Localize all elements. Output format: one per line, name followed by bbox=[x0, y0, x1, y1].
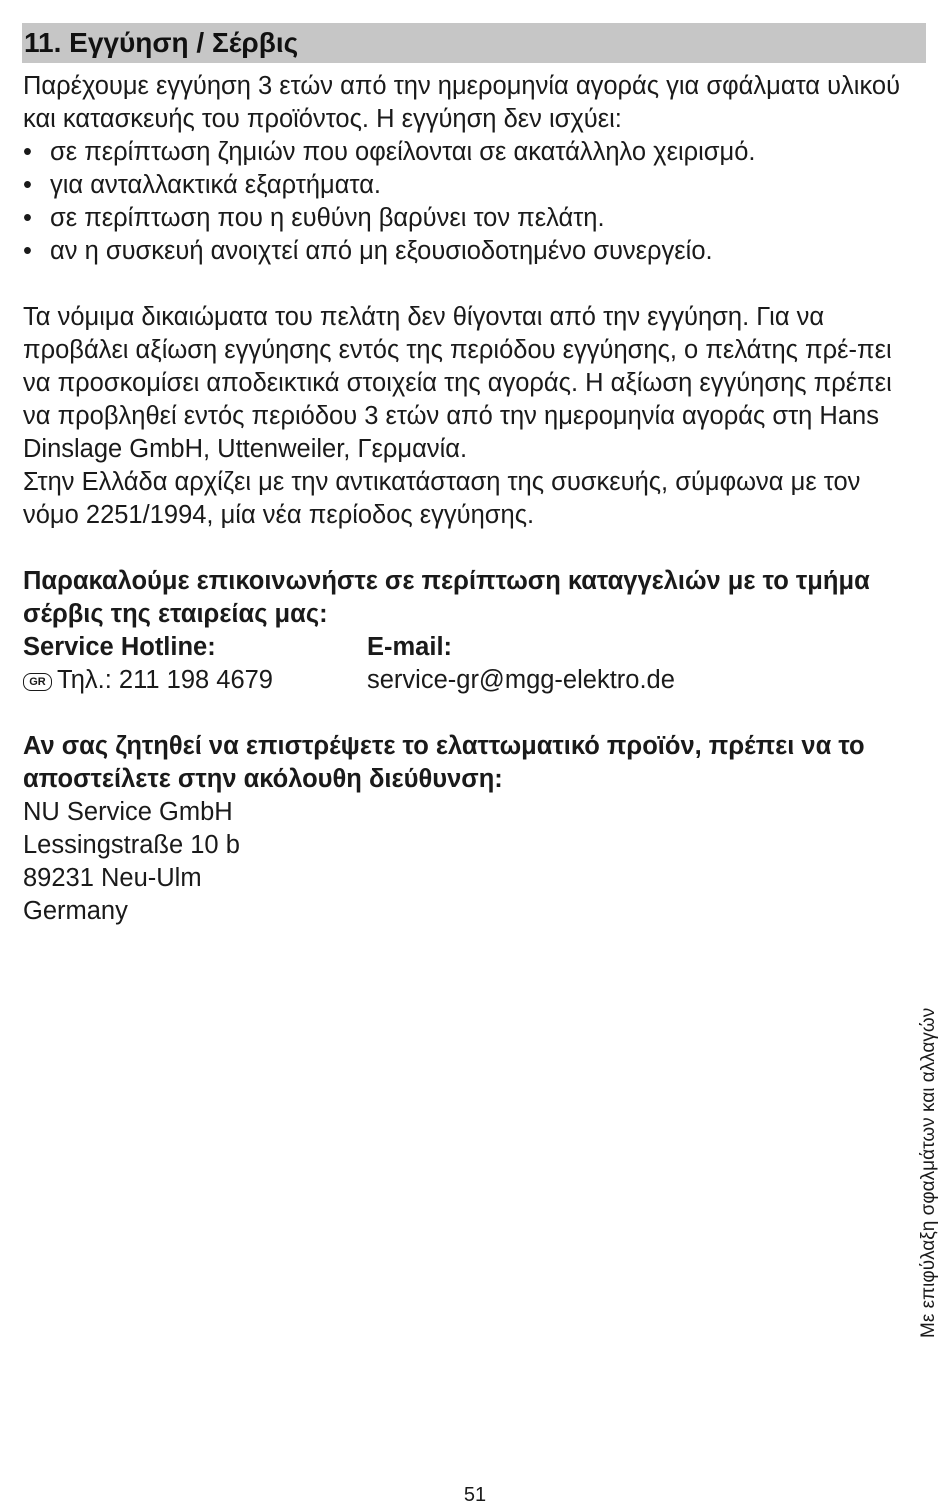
exclusion-item: • σε περίπτωση ζημιών που οφείλονται σε ακατάλληλο χειρισμό. bbox=[23, 136, 923, 169]
spacer bbox=[23, 532, 923, 565]
email-label: E-mail: bbox=[367, 633, 453, 661]
phone-entry bbox=[23, 664, 367, 697]
page-content bbox=[23, 70, 923, 928]
disclaimer-side-note: Με επιφύλαξη σφαλμάτων και αλλαγών bbox=[918, 1007, 939, 1338]
exclusion-item: • για ανταλλακτικά εξαρτήματα. bbox=[23, 169, 923, 202]
warranty-exclusions-list bbox=[23, 136, 923, 268]
section-title: 11. Εγγύηση / Σέρβις bbox=[24, 27, 299, 58]
exclusion-item: • σε περίπτωση που η ευθύνη βαρύνει τον πελάτη. bbox=[23, 202, 923, 235]
rights-paragraph: Τα νόμιμα δικαιώματα του πελάτη δεν θίγονται από την εγγύηση. Για να προβάλει αξίωση εγγύησης εντός της περιόδου εγγύησης, ο πελάτης πρέ-πει να προσκομίσει αποδεικτικά στοιχεία της αγοράς. Η αξίωση εγγύησης πρέπει να προβληθεί εντός περιόδου 3 ετών από την ημερομηνία αγοράς στη Hans Dinslage GmbH, Uttenweiler, Γερμανία. bbox=[23, 303, 892, 463]
address-line: NU Service GmbH bbox=[23, 798, 233, 826]
contact-heading: Παρακαλούμε επικοινωνήστε σε περίπτωση καταγγελιών με το τμήμα σέρβις της εταιρείας μας: bbox=[23, 567, 870, 628]
address-line: Lessingstraße 10 b bbox=[23, 831, 240, 859]
hotline-label: Service Hotline: bbox=[23, 633, 216, 661]
phone-number: Τηλ.: 211 198 4679 bbox=[57, 666, 273, 694]
country-badge-icon: GR bbox=[23, 673, 52, 691]
page-number: 51 bbox=[463, 1484, 487, 1506]
email-address: service-gr@mgg-elektro.de bbox=[367, 666, 675, 694]
return-address bbox=[23, 796, 923, 928]
warranty-intro: Παρέχουμε εγγύηση 3 ετών από την ημερομηνία αγοράς για σφάλματα υλικού και κατασκευής του προϊόντος. Η εγγύηση δεν ισχύει: bbox=[23, 72, 901, 133]
exclusion-item: • αν η συσκευή ανοιχτεί από μη εξουσιοδοτημένο συνεργείο. bbox=[23, 235, 923, 268]
greece-paragraph: Στην Ελλάδα αρχίζει με την αντικατάσταση της συσκευής, σύμφωνα με τον νόμο 2251/1994, μία νέα περίοδος εγγύησης. bbox=[23, 468, 861, 529]
contact-labels-row bbox=[23, 631, 923, 664]
section-heading-bar bbox=[22, 23, 926, 63]
returns-heading: Αν σας ζητηθεί να επιστρέψετε το ελαττωματικό προϊόν, πρέπει να το αποστείλετε στην ακόλουθη διεύθυνση: bbox=[23, 732, 865, 793]
address-line: Germany bbox=[23, 897, 128, 925]
contact-values-row bbox=[23, 664, 923, 697]
spacer bbox=[23, 268, 923, 301]
spacer bbox=[23, 697, 923, 730]
address-line: 89231 Neu-Ulm bbox=[23, 864, 202, 892]
